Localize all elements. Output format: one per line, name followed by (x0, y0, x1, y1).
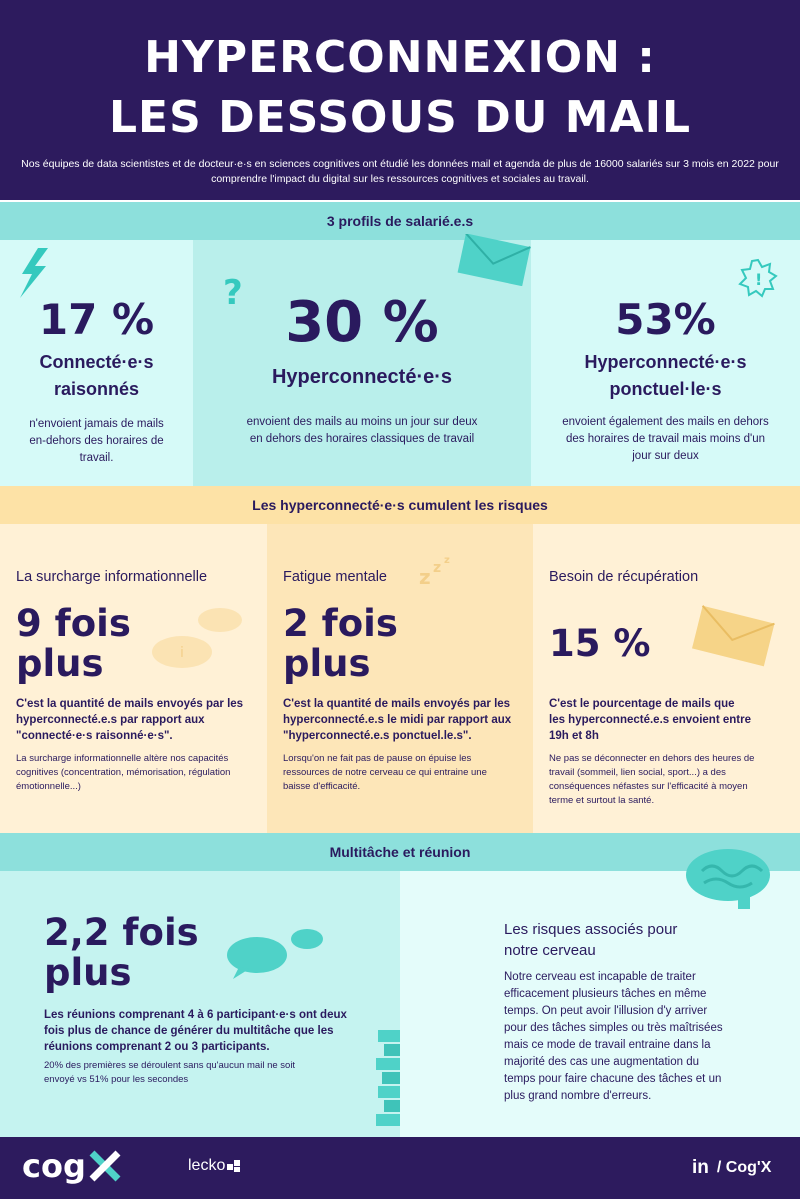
section-bar-risks: Les hyperconnecté·e·s cumulent les risques (0, 486, 800, 524)
brain-risks-text: Notre cerveau est incapable de traiter efficacement plusieurs tâches en même temps. On peut avoir l'illusion d'y arriver pour des tâches simples ou très maîtrisées mais ce mode de travail entraine dans la majorité des cas une augmentation du temps pour faire chacune des tâches et un plus grand nombre d'erreurs. (504, 971, 723, 1102)
section-bar-profiles: 3 profils de salarié.e.s (0, 202, 800, 240)
brain-icon (682, 843, 782, 913)
profile-label-line2: raisonnés (53, 379, 140, 399)
cogx-logo: cog (22, 1147, 122, 1185)
risk-card-fatigue (267, 524, 533, 833)
risk-desc: C'est le pourcentage de mails que les hyperconnecté.e.s envoient entre 19h et 8h (549, 698, 751, 742)
linkedin-icon[interactable]: in (692, 1157, 709, 1178)
svg-text:i: i (180, 645, 184, 661)
risk-desc: C'est la quantité de mails envoyés par les hyperconnecté.e.s par rapport aux "connecté·e·s raisonné·e·s". (16, 698, 244, 742)
exclamation-badge-icon (738, 258, 778, 298)
page-title-line2: LES DESSOUS DU MAIL (108, 92, 692, 143)
profile-card-ponctuels (531, 240, 800, 486)
section-bar-multitask: Multitâche et réunion (0, 833, 800, 871)
risk-value-line1: 2 fois (283, 602, 398, 645)
profile-value: 17 % (38, 295, 155, 344)
risk-value: 15 % (549, 622, 651, 665)
multitask-stat-card (0, 871, 400, 1137)
profile-card-hyperconnectes (193, 240, 531, 486)
lecko-squares-icon (227, 1160, 243, 1172)
multitask-note: 20% des premières se déroulent sans qu'aucun mail ne soit envoyé vs 51% pour les secondes (44, 1060, 296, 1085)
risk-value-line2: plus (283, 642, 371, 685)
profile-label-line1: Hyperconnecté·e·s (271, 366, 453, 388)
risk-note: Ne pas se déconnecter en dehors des heures de travail (sommeil, lien social, sport...) a des conséquences néfastes sur l'efficacité à moyen terme et surtout la santé. (549, 753, 755, 806)
lecko-logo: lecko (188, 1157, 243, 1175)
profile-desc: n'envoient jamais de mails en-dehors des horaires de travail. (29, 418, 164, 464)
profile-value: 30 % (285, 290, 439, 355)
multitask-value-line1: 2,2 fois (44, 911, 199, 954)
profile-label-line2: ponctuel·le·s (609, 379, 722, 399)
linkedin-handle[interactable] (692, 1157, 771, 1179)
risk-card-overload (0, 524, 267, 833)
svg-text:z: z (433, 560, 442, 576)
x-mark-icon (88, 1149, 122, 1183)
header (0, 0, 800, 200)
page-title-line1: HYPERCONNEXION : (144, 32, 656, 83)
risk-note: Lorsqu'on ne fait pas de pause on épuise les ressources de notre cerveau ce qui entraine une baisse d'efficacité. (283, 753, 487, 792)
brain-risks-title: Les risques associés pour notre cerveau (504, 921, 678, 959)
profile-card-raisonnes (0, 240, 193, 486)
profile-value: 53% (615, 295, 716, 344)
brain-risks-card (400, 871, 800, 1137)
envelope-icon (455, 234, 535, 286)
risk-title: La surcharge informationnelle (16, 569, 208, 585)
zzz-icon (417, 554, 457, 588)
cogx-handle: / Cog'X (716, 1159, 772, 1176)
intro-text: Nos équipes de data scientistes et de docteur·e·s en sciences cognitives ont étudié les données mail et agenda de plus de 16000 salariés sur 3 mois en 2022 pour comprendre l'impact du digital sur les ressources cognitives et sociales au travail. (21, 158, 779, 185)
risk-title: Fatigue mentale (283, 569, 387, 585)
svg-text:!: ! (755, 270, 763, 289)
profile-desc: envoient également des mails en dehors des horaires de travail mais moins d'un jour sur deux (562, 416, 769, 462)
footer (0, 1137, 800, 1199)
risk-value-line1: 9 fois (16, 602, 131, 645)
profile-desc: envoient des mails au moins un jour sur deux en dehors des horaires classiques de travail (246, 416, 478, 445)
profile-label-line1: Connecté·e·s (39, 352, 154, 372)
risk-note: La surcharge informationnelle altère nos capacités cognitives (concentration, mémorisation, régulation émotionnelle...) (16, 753, 231, 792)
risk-title: Besoin de récupération (549, 569, 699, 585)
multitask-value-line2: plus (44, 951, 132, 994)
svg-text:?: ? (223, 274, 243, 312)
speech-bubble-icon (150, 604, 250, 674)
risk-value-line2: plus (16, 642, 104, 685)
svg-text:z: z (419, 565, 431, 588)
svg-text:z: z (444, 555, 450, 566)
envelope-icon (688, 602, 778, 672)
risk-card-recovery (533, 524, 800, 833)
profile-label-line1: Hyperconnecté·e·s (584, 352, 747, 372)
lightning-icon (16, 248, 52, 298)
risk-desc: C'est la quantité de mails envoyés par les hyperconnecté.e.s le midi par rapport aux "hyperconnecté.e.s ponctuel.le.s". (283, 698, 512, 742)
multitask-desc: Les réunions comprenant 4 à 6 participant·e·s ont deux fois plus de chance de générer du multitâche que les réunions comprenant 2 ou 3 participants. (44, 1009, 347, 1053)
chat-bubbles-icon (225, 921, 325, 981)
